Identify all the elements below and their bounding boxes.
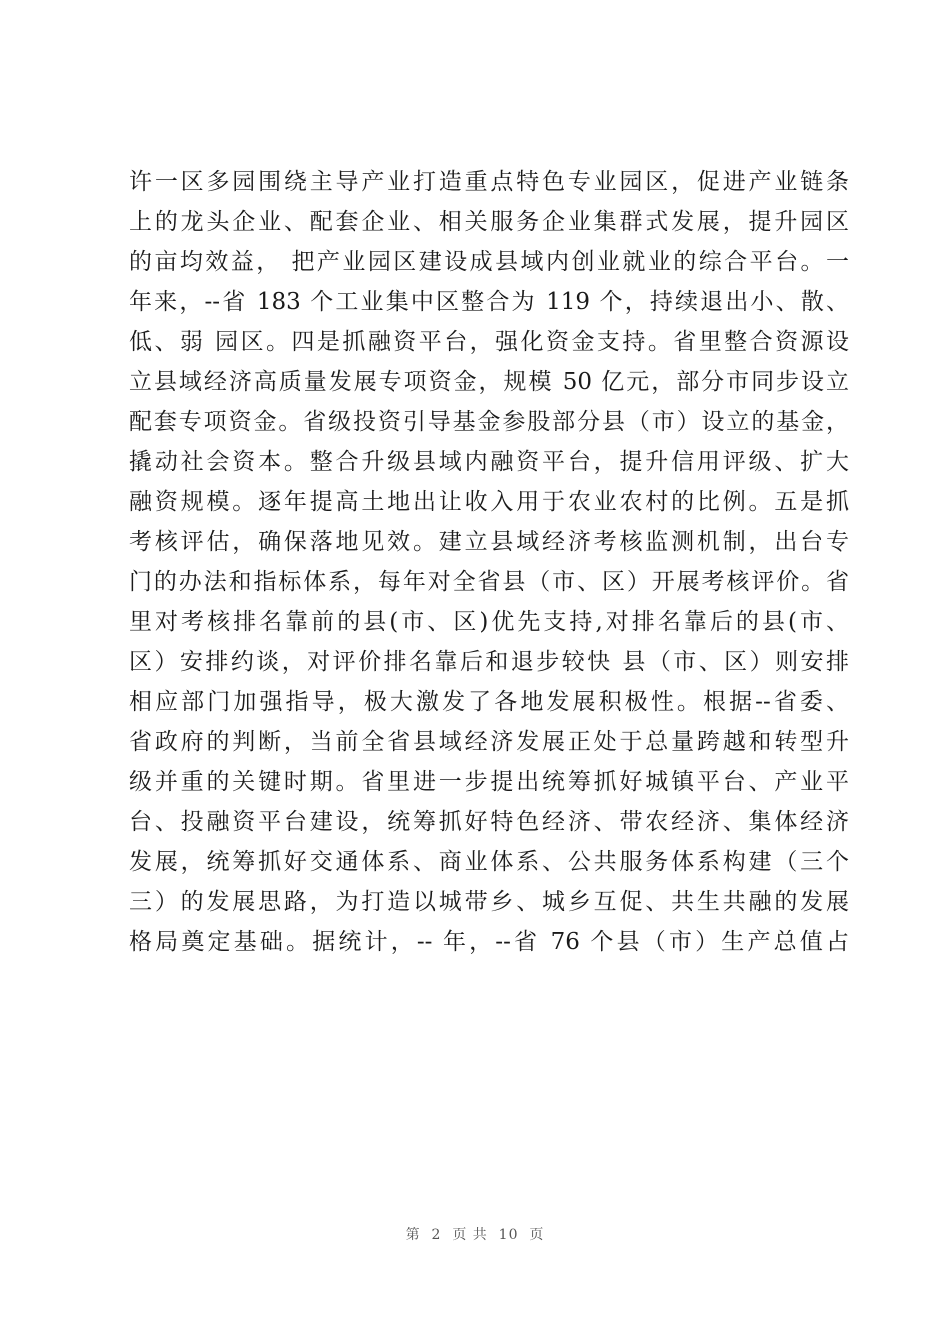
text-line: 低、弱 园区。四是抓融资平台，强化资金支持。省里整合资源设: [129, 329, 849, 355]
text-line: 级并重的关键时期。省里进一步提出统筹抓好城镇平台、产业平: [129, 769, 849, 795]
text-line: 配套专项资金。省级投资引导基金参股部分县（市）设立的基金，: [129, 409, 849, 435]
text-line: 撬动社会资本。整合升级县域内融资平台，提升信用评级、扩大: [129, 449, 849, 475]
text-line: 许一区多园围绕主导产业打造重点特色专业园区，促进产业链条: [129, 169, 849, 195]
text-line: 的亩均效益， 把产业园区建设成县域内创业就业的综合平台。一: [129, 249, 849, 275]
text-line: 融资规模。逐年提高土地出让收入用于农业农村的比例。五是抓: [129, 489, 849, 515]
text-line: 相应部门加强指导，极大激发了各地发展积极性。根据--省委、: [129, 689, 849, 715]
body-text: [129, 162, 849, 962]
page-number-footer: 第 2 页 共 10 页: [405, 1227, 545, 1243]
text-line: 年来，--省 183 个工业集中区整合为 119 个，持续退出小、散、: [129, 289, 849, 315]
text-line: 台、投融资平台建设，统筹抓好特色经济、带农经济、集体经济: [129, 809, 849, 835]
text-line: 考核评估，确保落地见效。建立县域经济考核监测机制，出台专: [129, 529, 849, 555]
text-line: 立县域经济高质量发展专项资金，规模 50 亿元，部分市同步设立: [129, 369, 849, 395]
text-line: 格局奠定基础。据统计，-- 年，--省 76 个县（市）生产总值占: [129, 929, 849, 955]
text-line: 区）安排约谈，对评价排名靠后和退步较快 县（市、区）则安排: [129, 649, 849, 675]
text-line: 三）的发展思路，为打造以城带乡、城乡互促、共生共融的发展: [129, 889, 849, 915]
text-line: 门的办法和指标体系，每年对全省县（市、区）开展考核评价。省: [129, 569, 849, 595]
text-line: 省政府的判断，当前全省县域经济发展正处于总量跨越和转型升: [129, 729, 849, 755]
text-line: 发展，统筹抓好交通体系、商业体系、公共服务体系构建（三个: [129, 849, 849, 875]
text-line: 里对考核排名靠前的县(市、区)优先支持,对排名靠后的县(市、: [129, 609, 849, 635]
text-line: 上的龙头企业、配套企业、相关服务企业集群式发展，提升园区: [129, 209, 849, 235]
